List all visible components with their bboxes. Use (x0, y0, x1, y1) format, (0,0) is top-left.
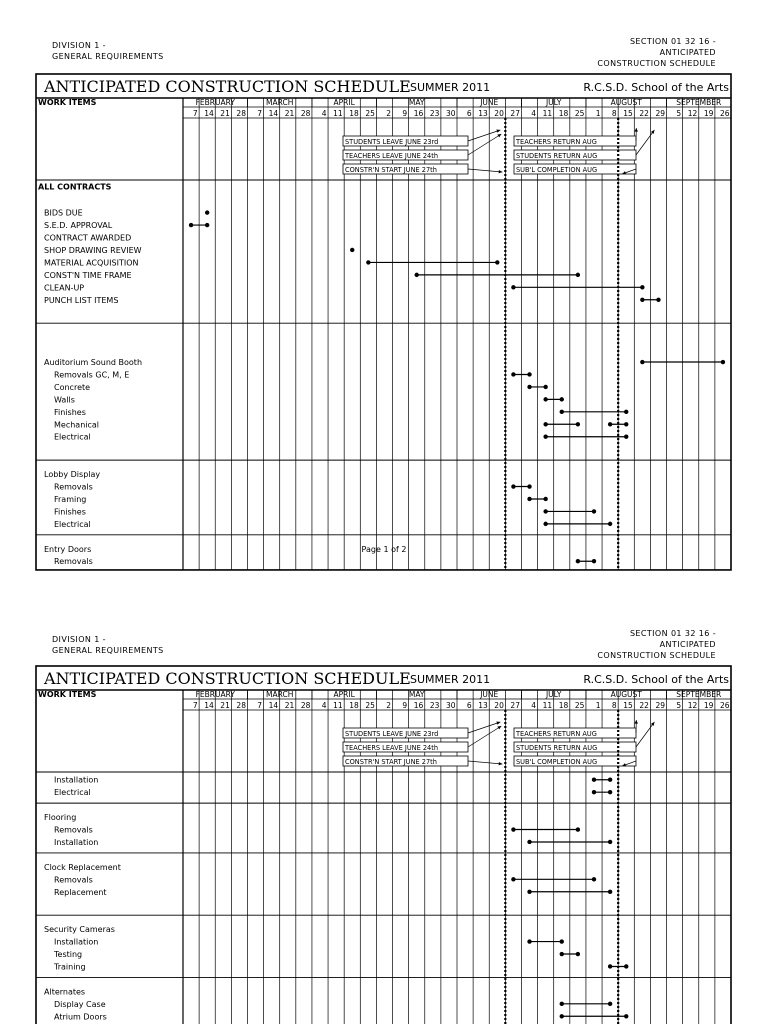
division-line: DIVISION 1 - (52, 41, 106, 50)
bar-end-dot (608, 778, 612, 782)
day-label: 21 (284, 701, 295, 710)
day-label: 11 (333, 109, 343, 118)
month-label: FEBRUARY (195, 690, 235, 699)
day-label: 14 (268, 701, 279, 710)
day-label: 8 (611, 701, 617, 710)
bar-end-dot (560, 939, 564, 943)
milestone-arrowhead (497, 134, 501, 137)
bar-start-dot (511, 484, 515, 488)
day-label: 9 (402, 109, 408, 118)
day-label: 20 (494, 109, 504, 118)
bar-start-dot (592, 790, 596, 794)
work-item-label: Clock Replacement (44, 862, 121, 872)
bar-end-dot (576, 422, 580, 426)
milestone-label: CONSTR'N START JUNE 27th (345, 166, 437, 174)
milestone-arrowhead (634, 128, 637, 132)
bar-start-dot (560, 1002, 564, 1006)
bar-end-dot (495, 260, 499, 264)
bar-end-dot (608, 890, 612, 894)
month-label: APRIL (333, 690, 355, 699)
work-item-label: Removals (54, 875, 93, 885)
day-label: 20 (494, 701, 504, 710)
section-line: SECTION 01 32 16 - (629, 629, 716, 638)
bar-start-dot (527, 840, 531, 844)
milestone-arrowhead (496, 722, 500, 725)
work-item-label: Mechanical (54, 420, 100, 430)
work-item-label: Walls (54, 395, 75, 405)
section-line: SECTION 01 32 16 - (629, 37, 716, 46)
day-label: 13 (478, 109, 488, 118)
schedule-season: SUMMER 2011 (410, 81, 491, 94)
day-label: 12 (687, 701, 698, 710)
schedule-title: ANTICIPATED CONSTRUCTION SCHEDULE (44, 669, 411, 688)
table-border (36, 74, 731, 570)
bar-start-dot (527, 385, 531, 389)
day-label: 13 (478, 701, 488, 710)
work-item-label: Installation (54, 937, 99, 947)
section-subline: ANTICIPATED (659, 48, 716, 57)
day-label: 11 (333, 701, 343, 710)
milestone-label: STUDENTS RETURN AUG (516, 744, 598, 752)
month-label: FEBRUARY (195, 98, 235, 107)
month-label: JUNE (480, 690, 499, 699)
month-label: AUGUST (610, 690, 642, 699)
bar-start-dot (511, 285, 515, 289)
day-label: 16 (413, 701, 424, 710)
work-item-label: Concrete (54, 382, 91, 392)
milestone-arrow (636, 722, 654, 747)
work-item-label: Flooring (44, 813, 77, 823)
day-label: 23 (429, 701, 440, 710)
day-label: 25 (365, 701, 375, 710)
day-label: 8 (611, 109, 617, 118)
bar-start-dot (640, 298, 644, 302)
work-item-label: Auditorium Sound Booth (44, 358, 143, 368)
work-item-label: Framing (54, 494, 87, 504)
bar-end-dot (624, 435, 628, 439)
work-item-label: CLEAN-UP (44, 283, 85, 293)
day-label: 4 (531, 109, 537, 118)
bar-start-dot (543, 422, 547, 426)
day-label: 7 (192, 701, 198, 710)
day-label: 2 (386, 701, 392, 710)
work-item-label: Replacement (54, 887, 107, 897)
milestone-arrowhead (634, 720, 637, 724)
work-item-label: Electrical (54, 432, 91, 442)
bar-start-dot (640, 360, 644, 364)
work-item-label: CONST'N TIME FRAME (44, 270, 132, 280)
milestone-label: STUDENTS LEAVE JUNE 23rd (345, 730, 439, 738)
day-label: 26 (719, 701, 730, 710)
month-label: AUGUST (610, 98, 642, 107)
day-label: 5 (676, 109, 682, 118)
milestone-label: SUB'L COMPLETION AUG (516, 166, 598, 174)
work-item-label: PUNCH LIST ITEMS (44, 295, 119, 305)
bar-end-dot (576, 273, 580, 277)
day-label: 21 (220, 109, 230, 118)
day-label: 27 (510, 109, 520, 118)
bar-start-dot (527, 497, 531, 501)
work-item-label: MATERIAL ACQUISITION (44, 258, 139, 268)
schedule-season: SUMMER 2011 (410, 673, 491, 686)
day-label: 14 (204, 109, 214, 118)
day-label: 11 (542, 701, 553, 710)
bar-end-dot (624, 1014, 628, 1018)
section-subline-2: CONSTRUCTION SCHEDULE (597, 651, 716, 660)
work-item-label: Installation (54, 775, 99, 785)
bar-start-dot (543, 397, 547, 401)
day-label: 29 (655, 109, 666, 118)
day-label: 12 (687, 109, 698, 118)
day-label: 18 (558, 109, 569, 118)
work-item-label: Testing (54, 950, 83, 960)
day-label: 1 (595, 701, 601, 710)
work-item-label: Electrical (54, 519, 91, 529)
division-header (52, 40, 164, 62)
milestone-arrowhead (651, 130, 655, 134)
bar-start-dot (189, 223, 193, 227)
bar-start-dot (366, 260, 370, 264)
milestone-arrowhead (497, 726, 501, 729)
section-header (597, 36, 716, 69)
work-item-label: Electrical (54, 788, 91, 798)
day-label: 26 (719, 109, 730, 118)
day-label: 6 (466, 109, 472, 118)
milestone-arrowhead (496, 130, 500, 133)
bar-end-dot (656, 298, 660, 302)
schedule-chart (0, 664, 768, 1022)
bar-end-dot (527, 372, 531, 376)
day-label: 15 (623, 701, 633, 710)
milestone-label: TEACHERS RETURN AUG (516, 730, 597, 738)
milestone-label: STUDENTS RETURN AUG (516, 152, 598, 160)
section-subline: ANTICIPATED (659, 640, 716, 649)
day-label: 7 (257, 701, 263, 710)
milestone-arrowhead (651, 722, 655, 726)
work-item-label: Display Case (54, 999, 106, 1009)
day-label: 29 (655, 701, 666, 710)
table-border (36, 666, 731, 1024)
section-subline-2: CONSTRUCTION SCHEDULE (597, 59, 716, 68)
work-item-label: Finishes (54, 407, 86, 417)
work-item-label: Atrium Doors (54, 1012, 107, 1022)
bar-end-dot (527, 484, 531, 488)
bar-end-dot (624, 422, 628, 426)
division-subline: GENERAL REQUIREMENTS (52, 52, 164, 61)
day-label: 18 (349, 701, 359, 710)
school-name: R.C.S.D. School of the Arts (583, 673, 729, 686)
day-label: 16 (413, 109, 424, 118)
section-header (597, 628, 716, 661)
work-item-label: Finishes (54, 507, 86, 517)
day-label: 11 (542, 109, 553, 118)
work-item-label: Removals (54, 482, 93, 492)
day-label: 6 (466, 701, 472, 710)
day-label: 28 (300, 701, 311, 710)
bar-start-dot (511, 877, 515, 881)
work-item-label: CONTRACT AWARDED (44, 233, 132, 243)
bar-end-dot (721, 360, 725, 364)
month-label: SEPTEMBER (676, 690, 722, 699)
day-label: 25 (365, 109, 375, 118)
day-label: 14 (204, 701, 214, 710)
day-label: 4 (531, 701, 537, 710)
milestone-label: STUDENTS LEAVE JUNE 23rd (345, 138, 439, 146)
month-label: MARCH (266, 690, 294, 699)
bar-end-dot (560, 397, 564, 401)
day-label: 4 (321, 109, 327, 118)
bar-start-dot (560, 410, 564, 414)
day-label: 25 (574, 701, 585, 710)
work-items-label: WORK ITEMS (38, 98, 97, 107)
month-label: JULY (545, 98, 562, 107)
bar-end-dot (608, 1002, 612, 1006)
month-label: JUNE (480, 98, 499, 107)
work-items-label: WORK ITEMS (38, 690, 97, 699)
bar-end-dot (608, 790, 612, 794)
bar-end-dot (543, 385, 547, 389)
milestone-label: TEACHERS LEAVE JUNE 24th (345, 152, 439, 160)
day-label: 30 (445, 701, 456, 710)
bar-start-dot (527, 939, 531, 943)
work-item-label: S.E.D. APPROVAL (44, 221, 113, 231)
milestone-label: TEACHERS RETURN AUG (516, 138, 597, 146)
page-number: Page 1 of 2 (361, 545, 407, 554)
milestone-arrowhead (499, 762, 503, 765)
bar-start-dot (350, 248, 354, 252)
day-label: 25 (574, 109, 585, 118)
day-label: 30 (445, 109, 456, 118)
day-label: 28 (300, 109, 311, 118)
division-line: DIVISION 1 - (52, 635, 106, 644)
day-label: 21 (220, 701, 230, 710)
bar-start-dot (560, 1014, 564, 1018)
bar-start-dot (543, 435, 547, 439)
section-label: ALL CONTRACTS (38, 182, 112, 192)
schedule-title: ANTICIPATED CONSTRUCTION SCHEDULE (44, 77, 411, 96)
bar-start-dot (608, 422, 612, 426)
day-label: 19 (703, 109, 714, 118)
day-label: 9 (402, 701, 408, 710)
day-label: 23 (429, 109, 440, 118)
work-item-label: Alternates (44, 987, 86, 997)
work-item-label: Removals (54, 825, 93, 835)
month-label: MAY (408, 98, 425, 107)
day-label: 28 (236, 109, 246, 118)
bar-start-dot (592, 778, 596, 782)
work-item-label: Installation (54, 837, 99, 847)
bar-end-dot (576, 827, 580, 831)
bar-end-dot (205, 223, 209, 227)
bar-end-dot (592, 877, 596, 881)
bar-end-dot (624, 410, 628, 414)
milestone-label: TEACHERS LEAVE JUNE 24th (345, 744, 439, 752)
work-item-label: Removals (54, 557, 93, 567)
day-label: 14 (268, 109, 279, 118)
milestone-label: SUB'L COMPLETION AUG (516, 758, 598, 766)
day-label: 1 (595, 109, 601, 118)
work-item-label: Training (54, 962, 86, 972)
work-item-label: Entry Doors (44, 544, 92, 554)
bar-end-dot (608, 840, 612, 844)
milestone-arrowhead (499, 170, 503, 173)
bar-end-dot (624, 964, 628, 968)
schedule-page-2 (0, 512, 768, 1024)
bar-start-dot (608, 964, 612, 968)
month-label: MAY (408, 690, 425, 699)
work-item-label: SHOP DRAWING REVIEW (44, 245, 142, 255)
day-label: 21 (284, 109, 295, 118)
bar-end-dot (640, 285, 644, 289)
month-label: APRIL (333, 98, 355, 107)
day-label: 27 (510, 701, 520, 710)
school-name: R.C.S.D. School of the Arts (583, 81, 729, 94)
milestone-label: CONSTR'N START JUNE 27th (345, 758, 437, 766)
work-item-label: Lobby Display (44, 470, 101, 480)
work-item-label: Security Cameras (44, 925, 115, 935)
day-label: 4 (321, 701, 327, 710)
bar-start-dot (205, 210, 209, 214)
day-label: 22 (639, 109, 649, 118)
division-header (52, 634, 164, 656)
day-label: 7 (192, 109, 198, 118)
day-label: 28 (236, 701, 246, 710)
month-label: JULY (545, 690, 562, 699)
work-item-label: BIDS DUE (44, 208, 83, 218)
bar-end-dot (543, 497, 547, 501)
bar-end-dot (576, 952, 580, 956)
division-subline: GENERAL REQUIREMENTS (52, 646, 164, 655)
bar-start-dot (527, 890, 531, 894)
day-label: 19 (703, 701, 714, 710)
work-item-label: Removals GC, M, E (54, 370, 130, 380)
milestone-arrow (636, 130, 654, 155)
month-label: SEPTEMBER (676, 98, 722, 107)
day-label: 7 (257, 109, 263, 118)
day-label: 18 (349, 109, 359, 118)
bar-start-dot (511, 372, 515, 376)
bar-start-dot (511, 827, 515, 831)
bar-start-dot (415, 273, 419, 277)
day-label: 2 (386, 109, 392, 118)
day-label: 22 (639, 701, 649, 710)
day-label: 18 (558, 701, 569, 710)
day-label: 5 (676, 701, 682, 710)
bar-start-dot (560, 952, 564, 956)
month-label: MARCH (266, 98, 294, 107)
day-label: 15 (623, 109, 633, 118)
